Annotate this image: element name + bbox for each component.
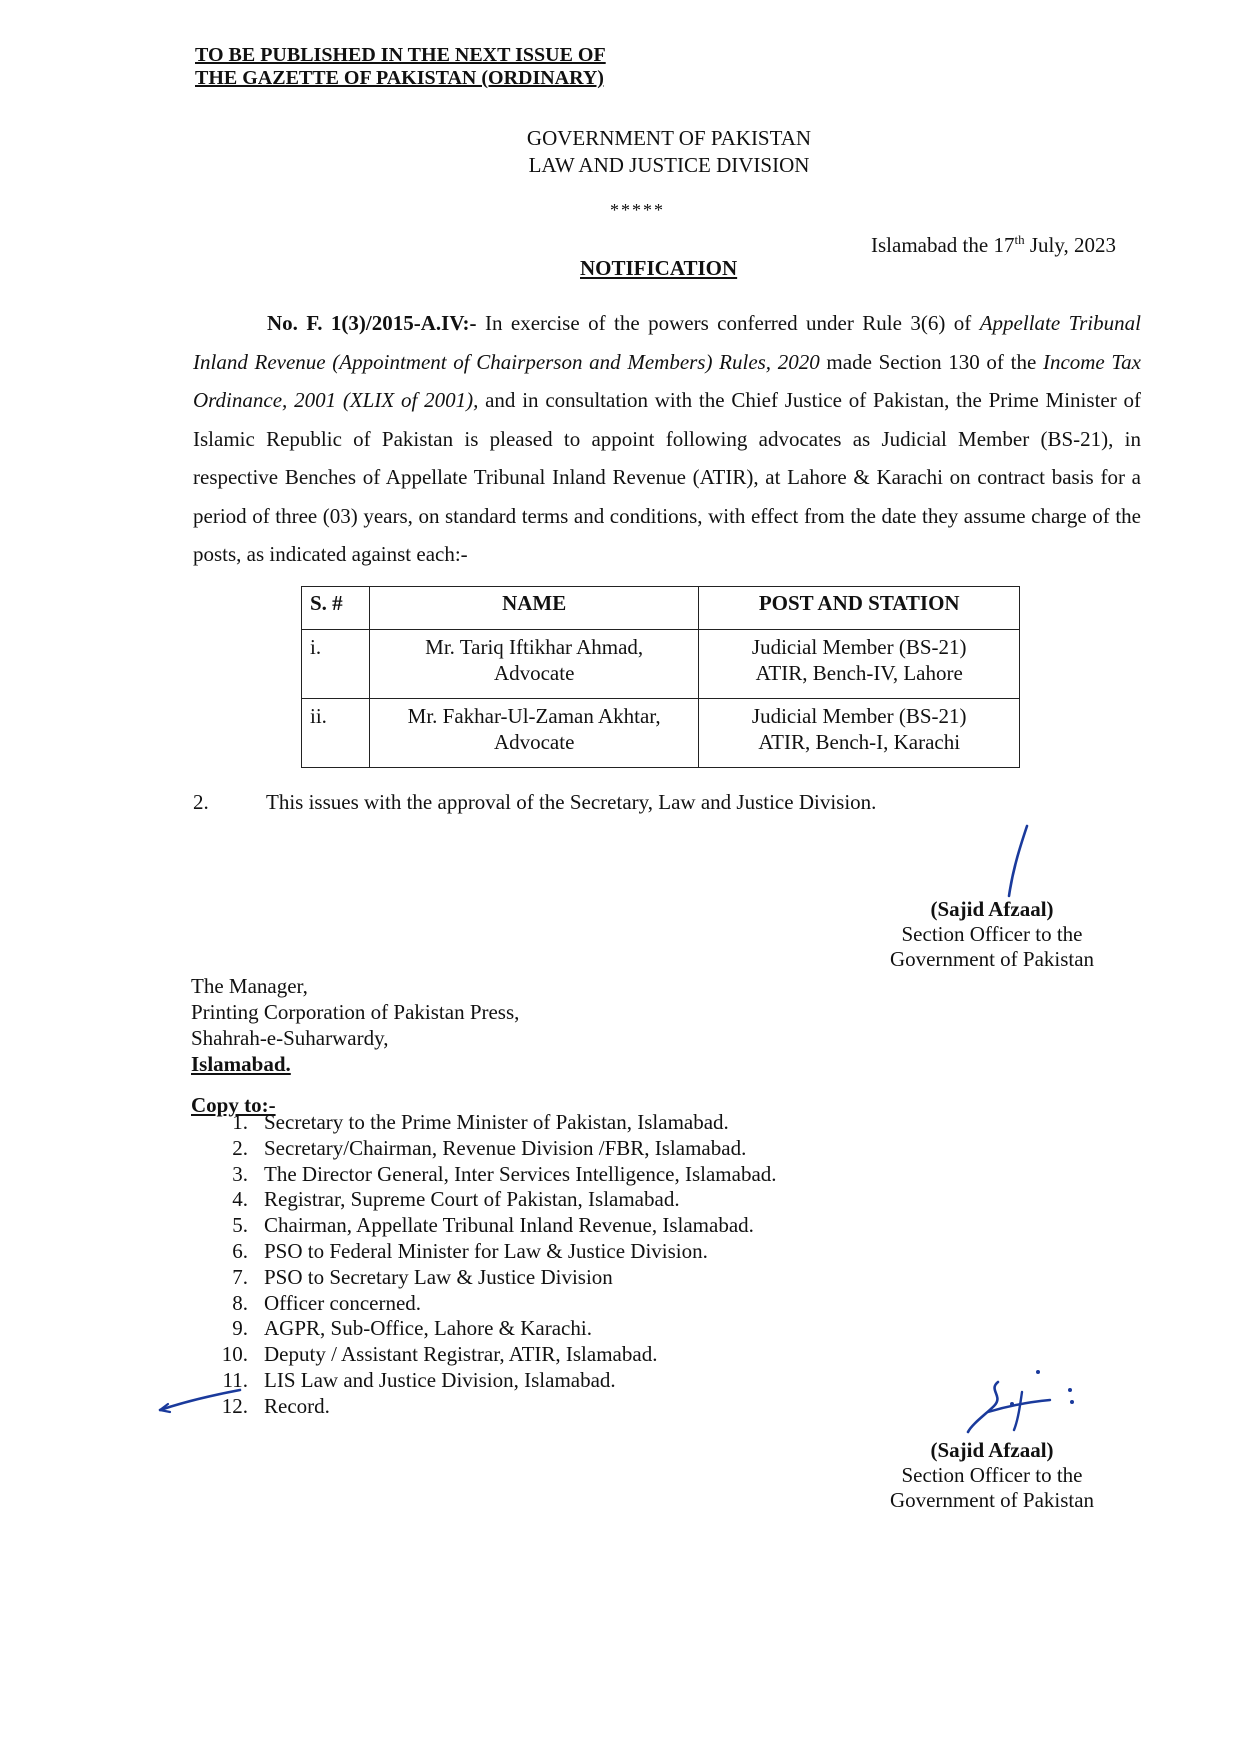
- gazette-header-line-1: TO BE PUBLISHED IN THE NEXT ISSUE OF: [195, 44, 606, 66]
- ordinance-title: Income Tax Ordinance, 2001 (XLIX of 2001),: [193, 349, 1142, 412]
- paragraph-2-number: 2.: [193, 790, 209, 814]
- signatory-name: (Sajid Afzaal): [930, 1438, 1054, 1462]
- separator-stars: *****: [610, 200, 665, 220]
- row-serial: ii.: [302, 699, 370, 768]
- signature-block-1: [862, 897, 1122, 972]
- list-item: 6. PSO to Federal Minister for Law & Justice Division.: [232, 1238, 708, 1263]
- list-item: 4. Registrar, Supreme Court of Pakistan, Islamabad.: [232, 1187, 680, 1212]
- list-item: 8. Officer concerned.: [232, 1290, 422, 1315]
- signatory-designation: Section Officer to the: [901, 922, 1083, 946]
- signatory-government: Government of Pakistan: [889, 947, 1095, 971]
- signature-initials-icon: [958, 1368, 1088, 1440]
- gazette-header: [195, 44, 606, 90]
- list-item: 12. Record.: [221, 1393, 330, 1418]
- notification-date: [871, 232, 1116, 258]
- copy-to-list: [221, 1110, 777, 1420]
- member-name: Mr. Fakhar-Ul-Zaman Akhtar,: [407, 704, 661, 728]
- list-item: 5. Chairman, Appellate Tribunal Inland Revenue, Islamabad.: [232, 1213, 754, 1238]
- body-text-1: In exercise of the powers conferred under Rule 3(6) of: [476, 311, 980, 335]
- post-title: Judicial Member (BS-21): [751, 704, 967, 728]
- government-heading: [420, 125, 918, 179]
- addressee-line: The Manager,: [191, 974, 308, 998]
- government-name: GOVERNMENT OF PAKISTAN: [526, 126, 812, 150]
- addressee-line: Printing Corporation of Pakistan Press,: [191, 1000, 520, 1024]
- appointments-table: [301, 586, 1020, 768]
- list-item: 10. Deputy / Assistant Registrar, ATIR, Islamabad.: [221, 1342, 658, 1367]
- member-name: Mr. Tariq Iftikhar Ahmad,: [425, 635, 644, 659]
- row-serial: i.: [302, 630, 370, 699]
- header-post-station: POST AND STATION: [699, 587, 1020, 630]
- body-text-2: made Section 130 of the: [819, 349, 1043, 374]
- signatory-designation: Section Officer to the: [901, 1463, 1083, 1487]
- list-item: 11. LIS Law and Justice Division, Islamabad.: [222, 1367, 616, 1392]
- date-suffix: July, 2023: [1024, 233, 1116, 257]
- list-item: 9. AGPR, Sub-Office, Lahore & Karachi.: [232, 1316, 592, 1341]
- signatory-name: (Sajid Afzaal): [930, 897, 1054, 921]
- paragraph-2-text: This issues with the approval of the Secretary, Law and Justice Division.: [266, 790, 877, 814]
- list-item: 3. The Director General, Inter Services Intelligence, Islamabad.: [232, 1161, 777, 1186]
- notification-title: NOTIFICATION: [580, 256, 738, 280]
- gazette-header-line-2: THE GAZETTE OF PAKISTAN (ORDINARY): [195, 67, 604, 89]
- signatory-government: Government of Pakistan: [889, 1488, 1095, 1512]
- body-text-3: and in consultation with the Chief Justice of Pakistan, the Prime Minister of Islamic Republic of Pakistan is pleased to appoint following advocates as Judicial Member (BS-21), in respective Benches of Appellate Tribunal Inland Revenue (ATIR), at Lahore & Karachi on contract basis for a period of three (03) years, on standard terms and conditions, with effect from the date they assume charge of the posts, as indicated against each:-: [193, 388, 1141, 566]
- date-prefix: Islamabad the 17: [871, 233, 1015, 257]
- member-title: Advocate: [493, 661, 575, 685]
- addressee-block: [191, 973, 519, 1077]
- post-station: ATIR, Bench-IV, Lahore: [755, 661, 963, 685]
- member-title: Advocate: [493, 730, 575, 754]
- list-item: 2. Secretary/Chairman, Revenue Division /FBR, Islamabad.: [232, 1135, 747, 1160]
- notification-body: [193, 304, 1141, 574]
- header-name: NAME: [369, 587, 699, 630]
- date-ordinal: th: [1014, 232, 1025, 247]
- row-name: [369, 630, 699, 699]
- post-station: ATIR, Bench-I, Karachi: [758, 730, 961, 754]
- notification-number: No. F. 1(3)/2015-A.IV:-: [267, 311, 477, 335]
- row-name: [369, 699, 699, 768]
- addressee-city: Islamabad.: [191, 1052, 291, 1076]
- addressee-line: Shahrah-e-Suharwardy,: [191, 1026, 389, 1050]
- signature-stroke-icon: [995, 822, 1035, 902]
- header-serial: S. #: [302, 587, 370, 630]
- post-title: Judicial Member (BS-21): [751, 635, 967, 659]
- copy-to-title: Copy to:-: [191, 1093, 276, 1117]
- row-post: [699, 630, 1020, 699]
- table-row: [302, 630, 1020, 699]
- signature-block-2: [862, 1438, 1122, 1513]
- table-header-row: [302, 587, 1020, 630]
- ink-arrow-icon: [156, 1380, 246, 1420]
- list-item: 1. Secretary to the Prime Minister of Pakistan, Islamabad.: [232, 1110, 729, 1134]
- row-post: [699, 699, 1020, 768]
- rules-title: Appellate Tribunal Inland Revenue (Appointment of Chairperson and Members) Rules, 2020: [193, 311, 1141, 374]
- list-item: 7. PSO to Secretary Law & Justice Division: [232, 1264, 613, 1289]
- division-name: LAW AND JUSTICE DIVISION: [528, 153, 810, 177]
- table-row: [302, 699, 1020, 768]
